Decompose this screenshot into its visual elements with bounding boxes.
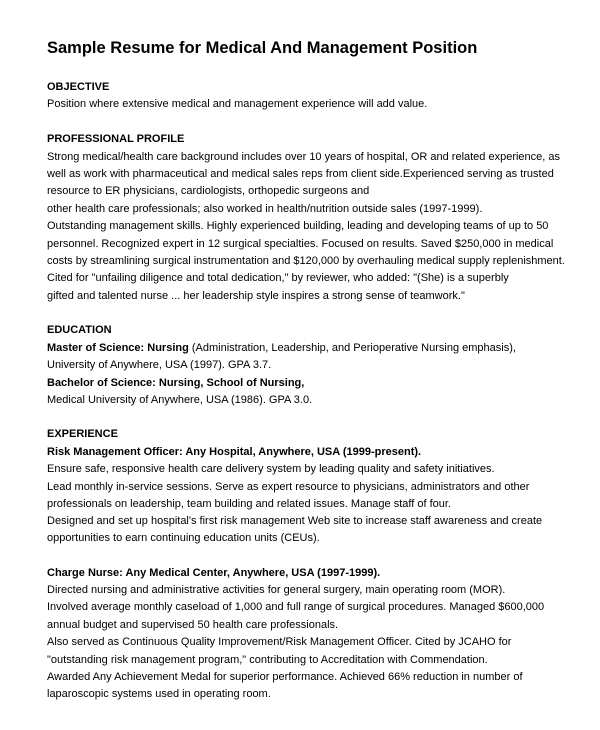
job-line: laparoscopic systems used in operating room. xyxy=(47,688,271,700)
job-line: Awarded Any Achievement Medal for superior performance. Achieved 66% reduction in number of xyxy=(47,671,523,683)
job-title: Charge Nurse: Any Medical Center, Anywhere, USA (1997-1999). xyxy=(47,567,381,579)
objective-text: Position where extensive medical and management experience will add value. xyxy=(47,98,428,110)
education-masters xyxy=(47,341,516,355)
job-line: Designed and set up hospital's first risk management Web site to increase staff awareness and create xyxy=(47,515,543,527)
objective-heading: OBJECTIVE xyxy=(47,81,110,93)
profile-line: Strong medical/health care background includes over 10 years of hospital, OR and related experience, as xyxy=(47,151,561,163)
job-line: Involved average monthly caseload of 1,000 and full range of surgical procedures. Managed $600,000 xyxy=(47,601,545,613)
profile-line: personnel. Recognized expert in 12 surgical specialties. Focused on results. Saved $250,000 in medical xyxy=(47,238,554,250)
profile-line: other health care professionals; also worked in health/nutrition outside sales (1997-1999). xyxy=(47,203,483,215)
experience-heading: EXPERIENCE xyxy=(47,428,118,440)
education-masters-school: University of Anywhere, USA (1997). GPA 3.7. xyxy=(47,359,272,371)
job-line: "outstanding risk management program," contributing to Accreditation with Commendation. xyxy=(47,654,488,666)
profile-line: resource to ER physicians, cardiologists, orthopedic surgeons and xyxy=(47,185,370,197)
job-line: Lead monthly in-service sessions. Serve as expert resource to physicians, administrators and other xyxy=(47,481,530,493)
job-line: Ensure safe, responsive health care delivery system by leading quality and safety initiatives. xyxy=(47,463,495,475)
education-heading: EDUCATION xyxy=(47,324,112,336)
page-title: Sample Resume for Medical And Management Position xyxy=(47,39,478,57)
job-line: Also served as Continuous Quality Improvement/Risk Management Officer. Cited by JCAHO for xyxy=(47,636,512,648)
job-title: Risk Management Officer: Any Hospital, Anywhere, USA (1999-present). xyxy=(47,446,422,458)
masters-details: (Administration, Leadership, and Perioperative Nursing emphasis), xyxy=(188,342,516,354)
profile-line: gifted and talented nurse ... her leadership style inspires a strong sense of teamwork." xyxy=(47,290,465,302)
profile-line: costs by streamlining surgical instrumentation and $120,000 by overhauling medical supply replenishment. xyxy=(47,255,565,267)
education-bachelors: Bachelor of Science: Nursing, School of Nursing, xyxy=(47,377,305,389)
profile-heading: PROFESSIONAL PROFILE xyxy=(47,133,185,145)
job-line: opportunities to earn continuing education units (CEUs). xyxy=(47,532,320,544)
profile-line: Cited for "unfailing diligence and total dedication," by reviewer, who added: "(She) is a superbly xyxy=(47,272,509,284)
job-line: Directed nursing and administrative activities for general surgery, main operating room (MOR). xyxy=(47,584,506,596)
education-bachelors-school: Medical University of Anywhere, USA (1986). GPA 3.0. xyxy=(47,394,313,406)
profile-line: Outstanding management skills. Highly experienced building, leading and developing teams of up to 50 xyxy=(47,220,549,232)
profile-line: well as work with pharmaceutical and medical sales reps from client side.Experienced serving as trusted xyxy=(47,168,554,180)
job-line: professionals on leadership, team building and related issues. Manage staff of four. xyxy=(47,498,451,510)
masters-degree: Master of Science: Nursing xyxy=(47,342,189,354)
job-line: annual budget and supervised 50 health care professionals. xyxy=(47,619,339,631)
